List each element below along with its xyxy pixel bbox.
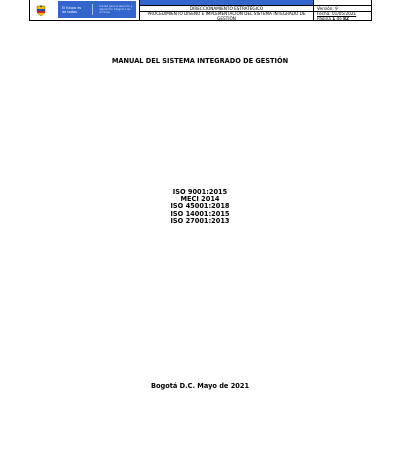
standard-item: ISO 14001:2015 (170, 209, 230, 218)
procedure-cell: PROCEDIMIENTO DISEÑO E IMPLEMENTACIÓN DEL SISTEMA INTEGRADO DE GESTIÓN (147, 11, 306, 21)
standard-item: MECI 2014 (180, 195, 220, 204)
date-label: Fecha: 01/05/2021 (317, 11, 357, 17)
standards-list (0, 189, 400, 225)
coat-of-arms-icon (36, 5, 46, 17)
banner-entity: Unidad para la atención y reparación integral a las víctimas (99, 4, 133, 15)
document-title: MANUAL DEL SISTEMA INTEGRADO DE GESTIÓN (111, 57, 289, 65)
gov-banner (58, 1, 136, 18)
place-date: Bogotá D.C. Mayo de 2021 (150, 382, 250, 390)
standard-item: ISO 27001:2013 (170, 216, 230, 225)
department-cell: DIRECCIONAMIENTO ESTRATÉGICO (140, 6, 313, 12)
document-header (29, 0, 372, 21)
banner-divider (92, 4, 93, 15)
banner-slogan: El futuro es de todos (62, 5, 82, 14)
standard-item: ISO 45001:2018 (170, 202, 230, 211)
logo-cell (30, 0, 140, 21)
page-number: Página 1 de 82 (317, 15, 349, 21)
standard-item: ISO 9001:2015 (172, 188, 228, 196)
date-page-cell (313, 12, 371, 21)
version-cell: Versión: 9 (313, 6, 371, 12)
